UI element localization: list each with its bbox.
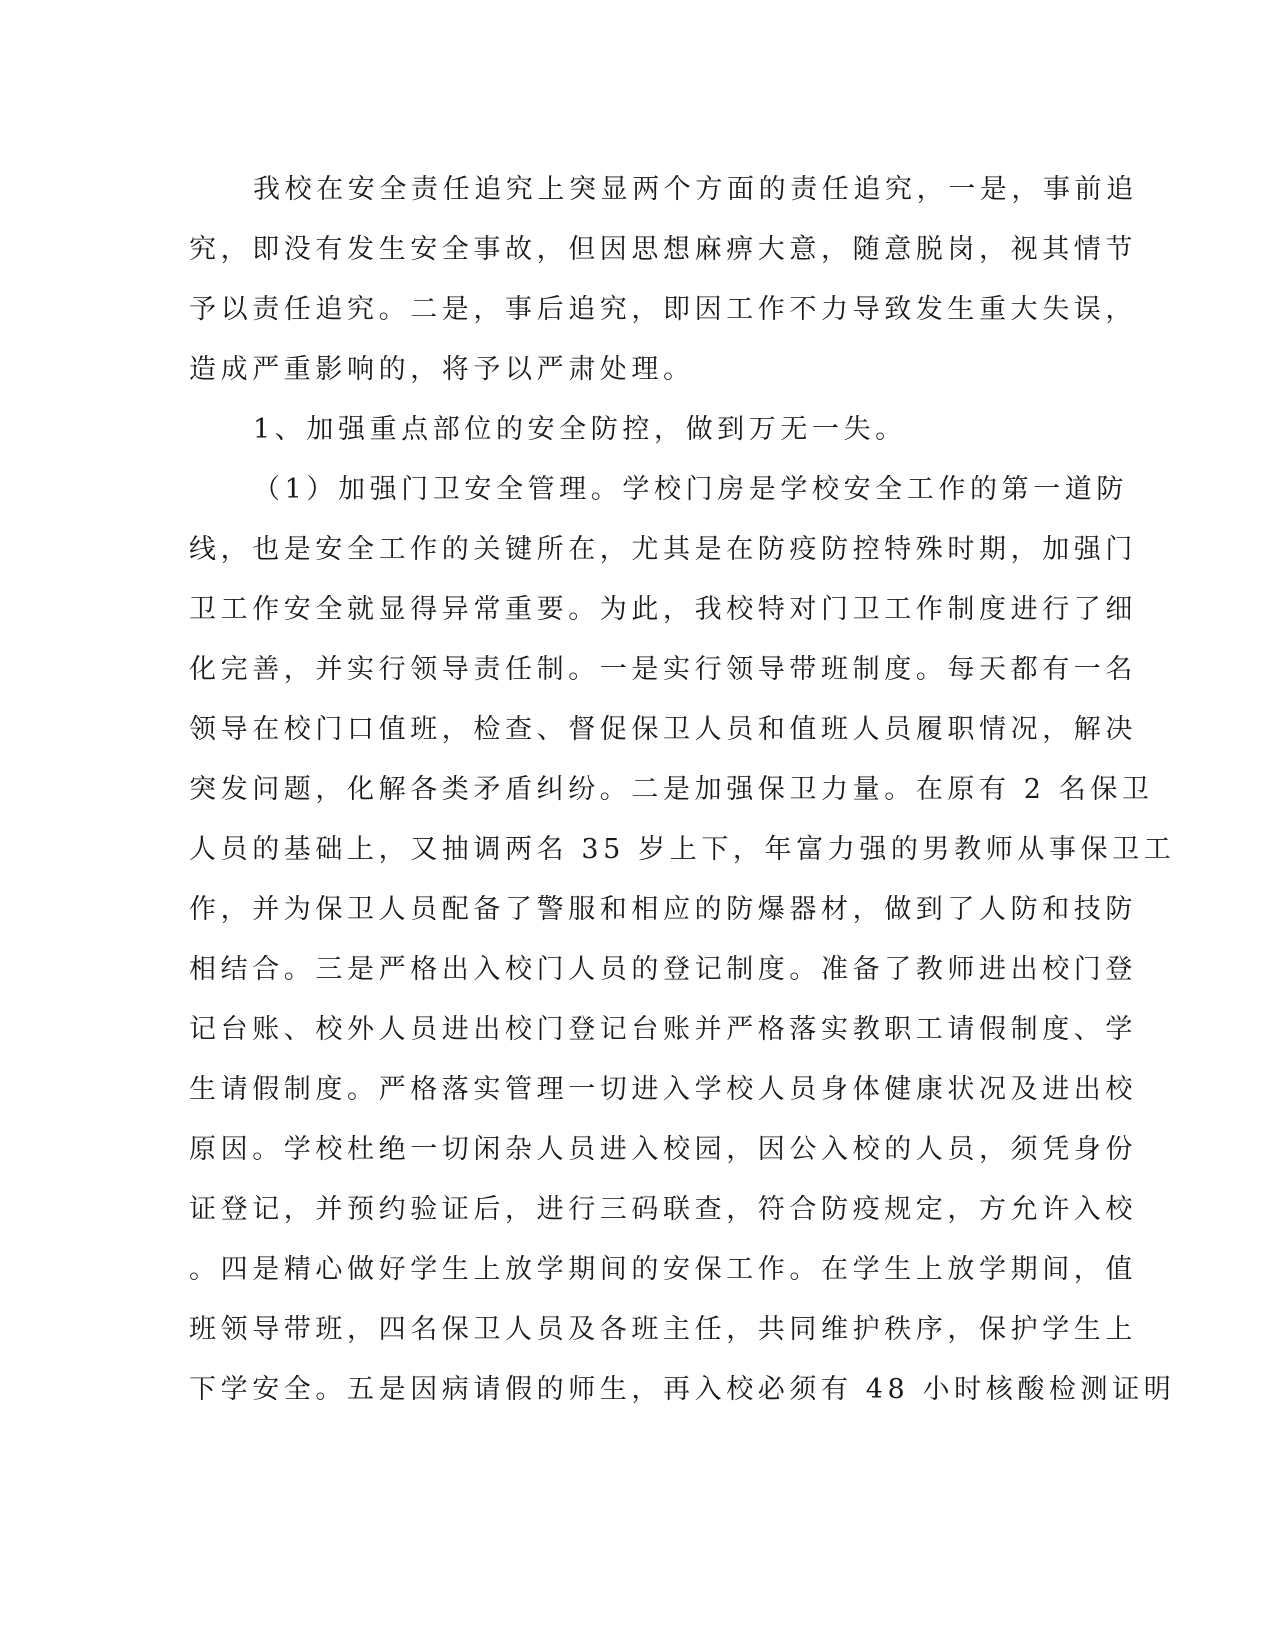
text-line: 化完善，并实行领导责任制。一是实行领导带班制度。每天都有一名 [189,654,1137,685]
text-line: 予以责任追究。二是，事后追究，即因工作不力导致发生重大失误， [189,294,1137,325]
text-line: 领导在校门口值班，检查、督促保卫人员和值班人员履职情况，解决 [189,714,1137,745]
text-line: 作，并为保卫人员配备了警服和相应的防爆器材，做到了人防和技防 [189,894,1137,925]
text-line: 线，也是安全工作的关键所在，尤其是在防疫防控特殊时期，加强门 [189,534,1137,565]
text-line: 究，即没有发生安全事故，但因思想麻痹大意，随意脱岗，视其情节 [189,234,1137,265]
text-line: 我校在安全责任追究上突显两个方面的责任追究，一是，事前追 [253,174,1138,205]
text-line: 。四是精心做好学生上放学期间的安保工作。在学生上放学期间，值 [189,1254,1137,1285]
text-line: 造成严重影响的，将予以严肃处理。 [189,354,695,385]
text-line: 证登记，并预约验证后，进行三码联查，符合防疫规定，方允许入校 [189,1194,1137,1225]
text-line: （1）加强门卫安全管理。学校门房是学校安全工作的第一道防 [253,474,1128,505]
text-line: 人员的基础上，又抽调两名 35 岁上下，年富力强的男教师从事保卫工 [189,834,1176,865]
text-line: 突发问题，化解各类矛盾纠纷。二是加强保卫力量。在原有 2 名保卫 [189,774,1154,805]
section-heading: 1、加强重点部位的安全防控，做到万无一失。 [253,414,907,445]
text-line: 原因。学校杜绝一切闲杂人员进入校园，因公入校的人员，须凭身份 [189,1134,1137,1165]
text-line: 下学安全。五是因病请假的师生，再入校必须有 48 小时核酸检测证明 [189,1374,1176,1405]
text-line: 生请假制度。严格落实管理一切进入学校人员身体健康状况及进出校 [189,1074,1137,1105]
text-line: 卫工作安全就显得异常重要。为此，我校特对门卫工作制度进行了细 [189,594,1137,625]
text-line: 相结合。三是严格出入校门人员的登记制度。准备了教师进出校门登 [189,954,1137,985]
text-line: 记台账、校外人员进出校门登记台账并严格落实教职工请假制度、学 [189,1014,1137,1045]
text-line: 班领导带班，四名保卫人员及各班主任，共同维护秩序，保护学生上 [189,1314,1137,1345]
